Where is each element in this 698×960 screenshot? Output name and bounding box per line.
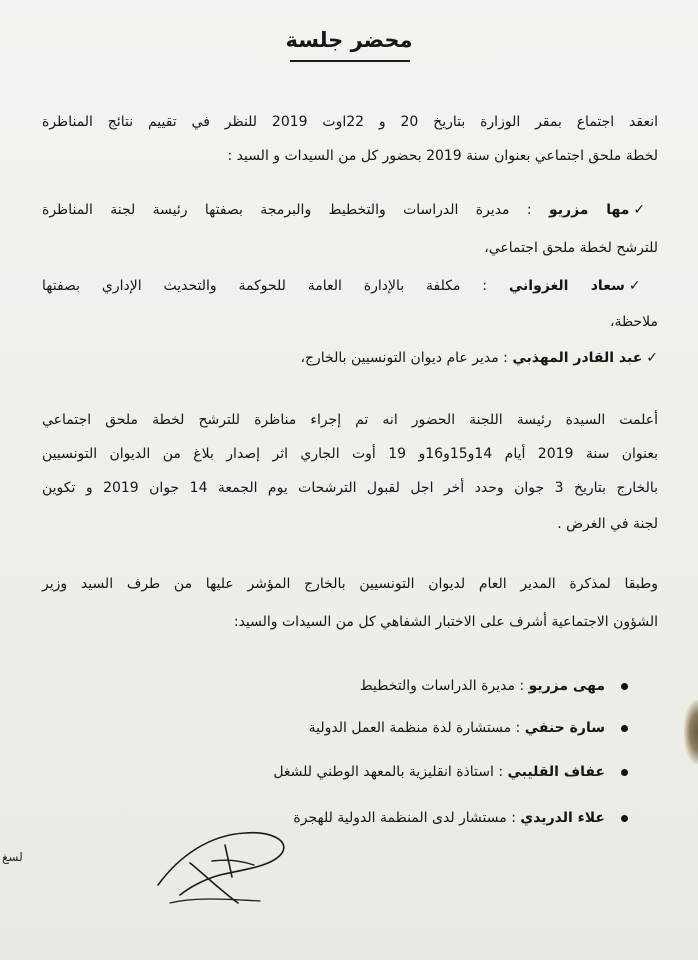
margin-note: لسغ [2,850,23,864]
attendee-2-name: سعاد الغزواني [508,278,625,294]
bullet-icon [621,815,628,822]
examiner-1-name: مهى مزريو [528,678,605,694]
paragraph-1-line-1: أعلمت السيدة رئيسة اللجنة الحضور انه تم إجراء مناظرة للترشح لخطة ملحق اجتماعي [42,412,658,428]
attendee-2-role: : مكلفة بالإدارة العامة للحوكمة والتحديث الإداري بصفتها [42,278,488,294]
check-icon: ✓ [633,202,659,218]
attendee-1-role: : مديرة الدراسات والتخطيط والبرمجة بصفتها رئيسة لجنة المناظرة [42,202,532,218]
examiner-2-role: : مستشارة لدة منظمة العمل الدولية [308,720,521,736]
title-underline [290,60,410,62]
check-icon: ✓ [628,278,659,294]
attendee-3-line-1 [300,348,658,368]
paragraph-1-line-3: بالخارج بتاريخ 3 جوان وحدد أخر اجل لقبول الترشحات يوم الجمعة 14 جوان 2019 و تكوين [42,480,658,496]
paragraph-1-line-4: لجنة في الغرض . [557,516,658,532]
examiner-1-role: : مديرة الدراسات والتخطيط [359,678,525,694]
attendee-1-line-1 [42,200,658,220]
attendee-3-role: : مدير عام ديوان التونسيين بالخارج، [300,350,508,366]
examiner-4-name: علاء الدريدي [520,810,605,826]
examiner-4-role: : مستشار لدى المنظمة الدولية للهجرة [293,810,516,826]
handwritten-signature [150,815,300,910]
paragraph-1-line-2: بعنوان سنة 2019 أيام 14و15و16و 19 أوت الجاري اثر إصدار بلاغ من الديوان التونسيين [42,446,658,462]
attendee-3-name: عبد القادر المهذبي [512,350,643,366]
examiner-2 [309,718,628,738]
examiner-3 [273,762,628,782]
examiner-3-name: عفاف القليبي [507,764,605,780]
examiner-1 [360,676,628,696]
examiner-2-name: سارة حنفي [524,720,605,736]
bullet-icon [621,725,628,732]
attendee-2-line-2: ملاحظة، [609,314,658,330]
paragraph-2-line-1: وطبقا لمذكرة المدير العام لديوان التونسيين بالخارج المؤشر عليها من طرف السيد وزير [42,576,658,592]
check-icon: ✓ [646,350,658,366]
page-edge-stain [684,700,698,764]
examiner-4 [293,808,628,828]
attendee-1-line-2: للترشح لخطة ملحق اجتماعي، [484,240,658,256]
intro-line-2: لخطة ملحق اجتماعي بعنوان سنة 2019 بحضور كل من السيدات و السيد : [227,148,658,164]
examiner-3-role: : استاذة انقليزية بالمعهد الوطني للشغل [273,764,504,780]
paragraph-2-line-2: الشؤون الاجتماعية أشرف على الاختبار الشفاهي كل من السيدات والسيد: [233,614,658,630]
intro-line-1: انعقد اجتماع بمقر الوزارة بتاريخ 20 و 22اوت 2019 للنظر في تقييم نتائج المناظرة [42,114,658,130]
document-title: محضر جلسة [285,28,413,52]
bullet-icon [621,683,628,690]
attendee-1-name: مها مزريو [548,202,630,218]
bullet-icon [621,769,628,776]
attendee-2-line-1 [42,276,658,296]
